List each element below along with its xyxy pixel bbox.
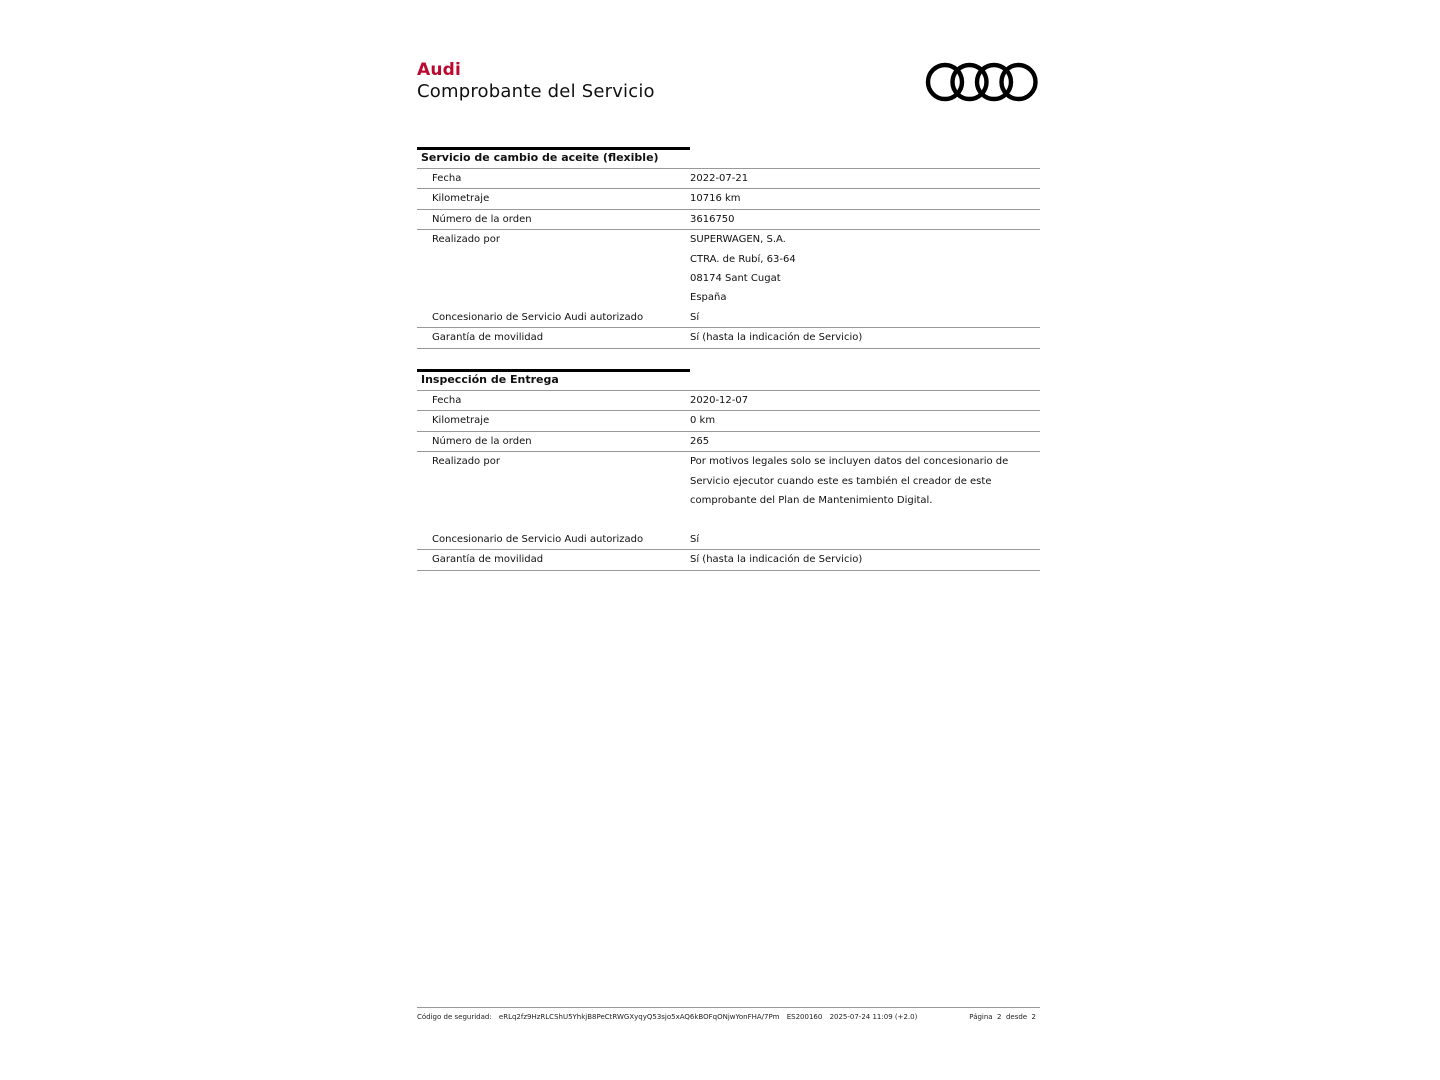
page-footer [417,1007,1040,1021]
row-label: Garantía de movilidad [432,554,544,566]
row-label: Realizado por [432,456,500,468]
row-value: 2022-07-21 [690,173,749,184]
row-realizado-por [417,452,1040,530]
security-label: Código de seguridad: [417,1013,492,1021]
security-code: eRLq2fz9HzRLCShU5YhkjB8PeCtRWGXyqyQ53sjo5xAQ6kBOFqONjwYonFHA/7Pm [498,1013,780,1021]
row-fecha [417,391,1040,411]
row-concesionario [417,308,1040,327]
section-header [417,147,1040,169]
audi-rings-logo-icon [925,60,1039,104]
section-oil-service [417,147,1040,349]
row-value: 2020-12-07 [690,395,749,406]
row-fecha [417,169,1040,189]
document-reference: ES200160 [786,1013,823,1021]
row-value: Sí (hasta la indicación de Servicio) [690,332,863,344]
row-value: Sí [690,311,700,323]
row-label: Garantía de movilidad [432,332,544,344]
row-numero-orden [417,432,1040,452]
address-line: España [690,292,727,304]
row-label: Concesionario de Servicio Audi autorizado [432,533,644,545]
section-title: Inspección de Entrega [421,373,559,386]
row-label: Fecha [432,173,462,184]
row-label: Concesionario de Servicio Audi autorizado [432,311,644,323]
timestamp: 2025-07-24 11:09 (+2.0) [829,1013,918,1021]
row-garantia [417,327,1040,348]
row-numero-orden [417,210,1040,230]
address-line: CTRA. de Rubí, 63-64 [690,253,796,265]
section-delivery-inspection [417,369,1040,571]
brand-name: Audi [417,60,462,80]
document-title: Comprobante del Servicio [417,81,655,102]
legal-notice [690,452,1040,530]
row-label: Fecha [432,395,462,406]
row-value: Sí (hasta la indicación de Servicio) [690,554,863,566]
row-kilometraje [417,189,1040,209]
row-value: 265 [690,435,710,447]
row-garantia [417,549,1040,570]
row-label: Número de la orden [432,213,532,225]
row-kilometraje [417,411,1040,431]
section-header-bar [417,147,690,150]
section-header [417,369,1040,391]
address-line: 08174 Sant Cugat [690,273,781,285]
row-concesionario [417,530,1040,549]
address-line: SUPERWAGEN, S.A. [690,234,786,246]
dealer-address [690,230,1040,308]
notice-line: Por motivos legales solo se incluyen datos del concesionario de [690,456,1009,468]
row-value: 0 km [690,415,716,427]
row-label: Kilometraje [432,193,490,205]
row-value: 10716 km [690,193,741,205]
notice-line: comprobante del Plan de Mantenimiento Digital. [690,495,933,507]
row-label: Realizado por [432,234,500,246]
service-document-page [417,0,1040,1080]
section-title: Servicio de cambio de aceite (flexible) [421,151,659,164]
footer-security [417,1013,922,1021]
row-value: 3616750 [690,213,735,225]
row-realizado-por [417,230,1040,308]
blank-line [690,510,1020,529]
row-value: Sí [690,533,700,545]
row-label: Kilometraje [432,415,490,427]
notice-line: Servicio ejecutor cuando este es también el creador de este [690,475,992,487]
section-header-bar [417,369,690,372]
page-number: Página 2 desde 2 [969,1013,1036,1021]
row-label: Número de la orden [432,435,532,447]
